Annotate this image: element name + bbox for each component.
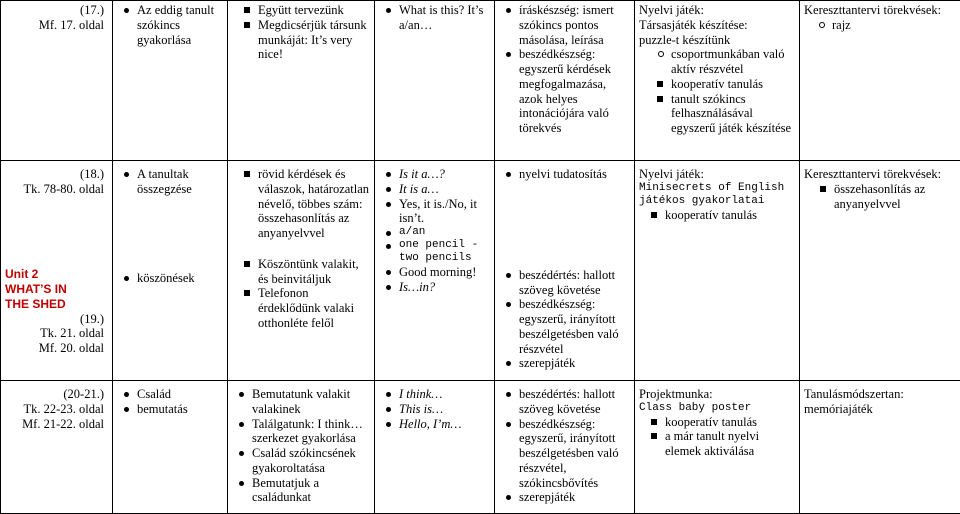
page-reference: Mf. 17. oldal: [5, 18, 104, 33]
page-reference: Mf. 21-22. oldal: [5, 417, 104, 432]
list-item: tanult szókincs felhasználásával egyszerű játék készítése: [671, 92, 795, 136]
table-row: [1, 381, 960, 514]
list-item: kooperatív tanulás: [665, 415, 795, 430]
list-item: Bemutatunk valakit valakinek: [252, 387, 370, 417]
cross-title: Kereszttantervi törekvések:: [804, 167, 956, 182]
list-item: összehasonlítás az anyanyelvvel: [834, 182, 956, 212]
function-cell: [228, 1, 375, 161]
cross-title: Tanulásmódszertan:: [804, 387, 956, 402]
list-item: bemutatás: [137, 402, 223, 417]
list-item: one pencil - two pencils: [399, 239, 490, 265]
page-reference: Tk. 78-80. oldal: [5, 182, 104, 197]
list-item: Is…in?: [399, 280, 490, 295]
game-line: Társasjáték készítése:: [639, 18, 795, 33]
lesson-ref-cell: [1, 161, 113, 381]
cross-title: Kereszttantervi törekvések:: [804, 3, 956, 18]
list-item: kooperatív tanulás: [665, 208, 795, 223]
list-item: Köszöntünk valakit, és beinvitáljuk: [258, 257, 370, 287]
cross-curricular-cell: [800, 1, 960, 161]
game-cell: [635, 1, 800, 161]
list-item: What is this? It’s a/an…: [399, 3, 490, 33]
topic-cell: [113, 381, 228, 514]
lesson-number: (18.): [5, 167, 104, 182]
list-item: Telefonon érdeklődünk valaki otthonléte felől: [258, 286, 370, 330]
list-item: beszédkészség: egyszerű, irányított beszélgetésben való részvétel, szókincsbővítés: [519, 417, 630, 491]
lesson-number: (20-21.): [5, 387, 104, 402]
list-item: beszédértés: hallott szöveg követése: [519, 268, 630, 298]
list-item: Találgatunk: I think… szerkezet gyakorlása: [252, 417, 370, 447]
game-cell: [635, 381, 800, 514]
list-item: Család: [137, 387, 223, 402]
game-line: Minisecrets of English játékos gyakorlatai: [639, 182, 795, 208]
list-item: nyelvi tudatosítás: [519, 167, 630, 182]
lesson-ref-cell: [1, 381, 113, 514]
game-title: Nyelvi játék:: [639, 3, 795, 18]
list-item: Yes, it is./No, it isn’t.: [399, 197, 490, 227]
page-reference: Tk. 22-23. oldal: [5, 402, 104, 417]
list-item: Megdicsérjük társunk munkáját: It’s very nice!: [258, 18, 370, 62]
list-item: köszönések: [137, 271, 223, 286]
cross-curricular-cell: [800, 381, 960, 514]
language-cell: [375, 381, 495, 514]
function-cell: [228, 161, 375, 381]
language-cell: [375, 1, 495, 161]
language-cell: [375, 161, 495, 381]
page-reference: Tk. 21. oldal: [5, 326, 104, 341]
cross-curricular-cell: [800, 161, 960, 381]
list-item: A tanultak összegzése: [137, 167, 223, 197]
list-item: csoportmunkában való aktív részvétel: [671, 47, 795, 77]
list-item: szerepjáték: [519, 490, 630, 505]
list-item: a már tanult nyelvi elemek aktiválása: [665, 429, 795, 459]
topic-cell: [113, 1, 228, 161]
unit-label: Unit 2 WHAT’S IN THE SHED: [5, 267, 104, 312]
list-item: beszédkészség: egyszerű, irányított beszélgetésben való részvétel: [519, 297, 630, 356]
list-item: Az eddig tanult szókincs gyakorlása: [137, 3, 223, 47]
page-reference: Mf. 20. oldal: [5, 341, 104, 356]
topic-cell: [113, 161, 228, 381]
list-item: rövid kérdések és válaszok, határozatlan névelő, többes szám: összehasonlítás az anyanyelvvel: [258, 167, 370, 241]
list-item: beszédkészség: egyszerű kérdések megfogalmazása, azok helyes intonációjára való törekvés: [519, 47, 630, 136]
list-item: I think…: [399, 387, 490, 402]
skills-cell: [495, 161, 635, 381]
table-row: [1, 161, 960, 381]
game-title: Nyelvi játék:: [639, 167, 795, 182]
list-item: Bemutatjuk a családunkat: [252, 476, 370, 506]
list-item: a/an: [399, 226, 490, 239]
skills-cell: [495, 1, 635, 161]
list-item: Család szókincsének gyakoroltatása: [252, 446, 370, 476]
list-item: Együtt tervezünk: [258, 3, 370, 18]
function-cell: [228, 381, 375, 514]
game-cell: [635, 161, 800, 381]
game-line: puzzle-t készítünk: [639, 33, 795, 48]
list-item: Is it a…?: [399, 167, 490, 182]
list-item: Hello, I’m…: [399, 417, 490, 432]
table-row: [1, 1, 960, 161]
lesson-number: (17.): [5, 3, 104, 18]
game-line: Class baby poster: [639, 402, 795, 415]
list-item: íráskészség: ismert szókincs pontos másolása, leírása: [519, 3, 630, 47]
list-item: It is a…: [399, 182, 490, 197]
game-title: Projektmunka:: [639, 387, 795, 402]
list-item: Good morning!: [399, 265, 490, 280]
cross-line: memóriajáték: [804, 402, 956, 417]
list-item: beszédértés: hallott szöveg követése: [519, 387, 630, 417]
list-item: This is…: [399, 402, 490, 417]
list-item: szerepjáték: [519, 356, 630, 371]
lesson-number: (19.): [5, 312, 104, 327]
skills-cell: [495, 381, 635, 514]
list-item: rajz: [832, 18, 956, 33]
lesson-ref-cell: [1, 1, 113, 161]
list-item: kooperatív tanulás: [671, 77, 795, 92]
